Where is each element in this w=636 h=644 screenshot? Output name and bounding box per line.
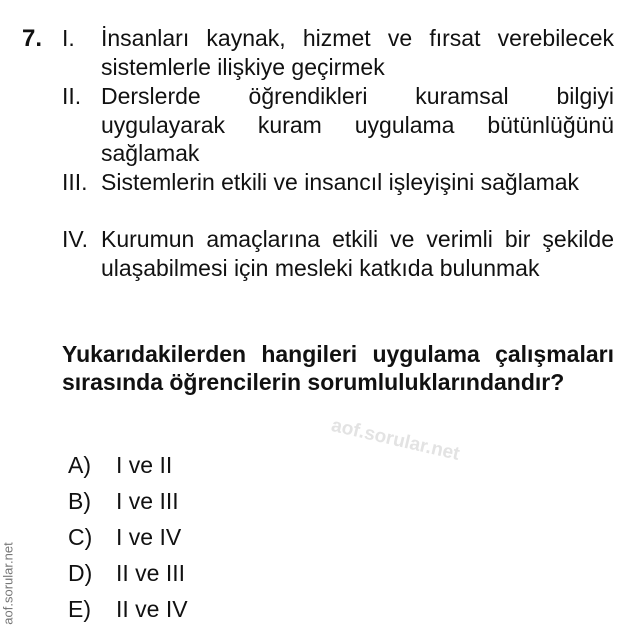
option-e[interactable] xyxy=(68,595,188,623)
option-d[interactable] xyxy=(68,559,185,587)
option-text: I ve II xyxy=(116,452,173,478)
watermark-diagonal: aof.sorular.net xyxy=(329,415,462,465)
option-text: II ve IV xyxy=(116,596,188,622)
option-c[interactable] xyxy=(68,523,181,551)
watermark-side: aof.sorular.net xyxy=(0,542,16,625)
roman-numeral: III. xyxy=(62,169,88,195)
statement-4 xyxy=(62,225,614,282)
option-text: II ve III xyxy=(116,560,186,586)
option-letter: C) xyxy=(68,524,93,550)
roman-numeral: II. xyxy=(62,83,82,109)
statement-3 xyxy=(62,168,614,197)
statement-text: Derslerde öğrendikleri kuramsal bilgiyi uygulayarak kuram uygulama bütünlüğünü sağlamak xyxy=(101,83,614,167)
option-letter: A) xyxy=(68,452,91,478)
statement-text: Kurumun amaçlarına etkili ve verimli bir şekilde ulaşabilmesi için mesleki katkıda bulunmak xyxy=(101,226,614,281)
statement-text: Sistemlerin etkili ve insancıl işleyişini sağlamak xyxy=(101,169,580,195)
option-a[interactable] xyxy=(68,451,172,479)
statement-text: İnsanları kaynak, hizmet ve fırsat verebilecek sistemlerle ilişkiye geçirmek xyxy=(101,25,614,80)
option-b[interactable] xyxy=(68,487,179,515)
question-number: 7. xyxy=(22,25,43,52)
question-stem: Yukarıdakilerden hangileri uygulama çalışmaları sırasında öğrencilerin sorumluluklarındandır? xyxy=(62,341,614,395)
statement-2 xyxy=(62,82,614,168)
option-text: I ve III xyxy=(116,488,179,514)
option-letter: B) xyxy=(68,488,91,514)
roman-numeral: I. xyxy=(62,25,75,51)
option-text: I ve IV xyxy=(116,524,182,550)
statement-1 xyxy=(62,24,614,81)
roman-numeral: IV. xyxy=(62,226,89,252)
option-letter: D) xyxy=(68,560,93,586)
option-letter: E) xyxy=(68,596,91,622)
